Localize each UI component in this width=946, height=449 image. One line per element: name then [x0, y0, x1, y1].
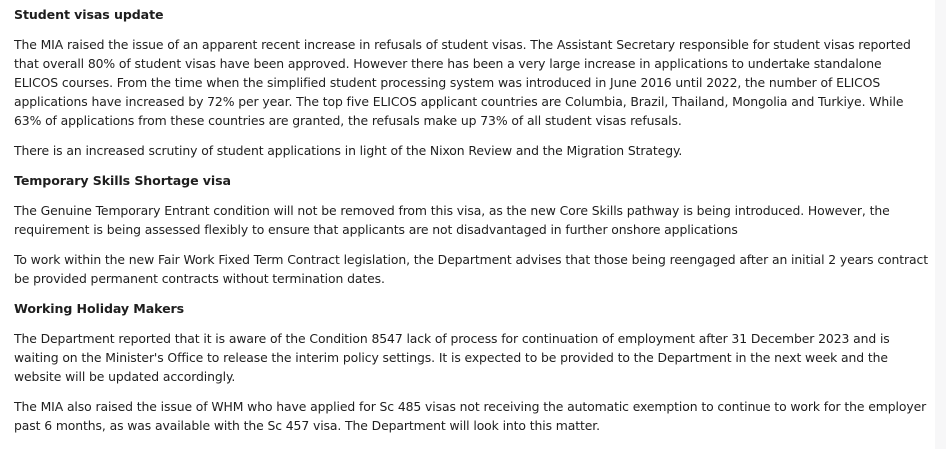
page-edge-strip	[935, 0, 946, 449]
paragraph: The Department reported that it is aware of the Condition 8547 lack of process for continuation of employment after 31 December 2023 and is waiting on the Minister's Office to release the interim policy settings. It is expected to be provided to the Department in the next week and the website will be updated accordingly.	[14, 331, 890, 384]
section-heading: Working Holiday Makers	[14, 301, 185, 316]
section-temporary-skills-shortage	[14, 171, 929, 288]
section-working-holiday-makers	[14, 299, 929, 435]
paragraph: The MIA raised the issue of an apparent recent increase in refusals of student visas. The Assistant Secretary responsible for student visas reported that overall 80% of student visas have been approved. However there has been a very large increase in applications to undertake standalone ELICOS courses. From the time when the simplified student processing system was introduced in June 2016 until 2022, the number of ELICOS applications have increased by 72% per year. The top five ELICOS applicant countries are Columbia, Brazil, Thailand, Mongolia and Turkiye. While 63% of applications from these countries are granted, the refusals make up 73% of all student visas refusals.	[14, 37, 911, 128]
section-heading: Student visas update	[14, 7, 164, 22]
paragraph: To work within the new Fair Work Fixed Term Contract legislation, the Department advises that those being reengaged after an initial 2 years contract be provided permanent contracts without termination dates.	[14, 252, 928, 286]
paragraph: There is an increased scrutiny of student applications in light of the Nixon Review and the Migration Strategy.	[14, 143, 683, 158]
document-body	[14, 5, 929, 446]
paragraph: The MIA also raised the issue of WHM who have applied for Sc 485 visas not receiving the automatic exemption to continue to work for the employer past 6 months, as was available with the Sc 457 visa. The Department will look into this matter.	[14, 399, 927, 433]
section-student-visas	[14, 5, 929, 160]
section-heading: Temporary Skills Shortage visa	[14, 173, 231, 188]
paragraph: The Genuine Temporary Entrant condition will not be removed from this visa, as the new Core Skills pathway is being introduced. However, the requirement is being assessed flexibly to ensure that applicants are not disadvantaged in further onshore applications	[14, 203, 890, 237]
